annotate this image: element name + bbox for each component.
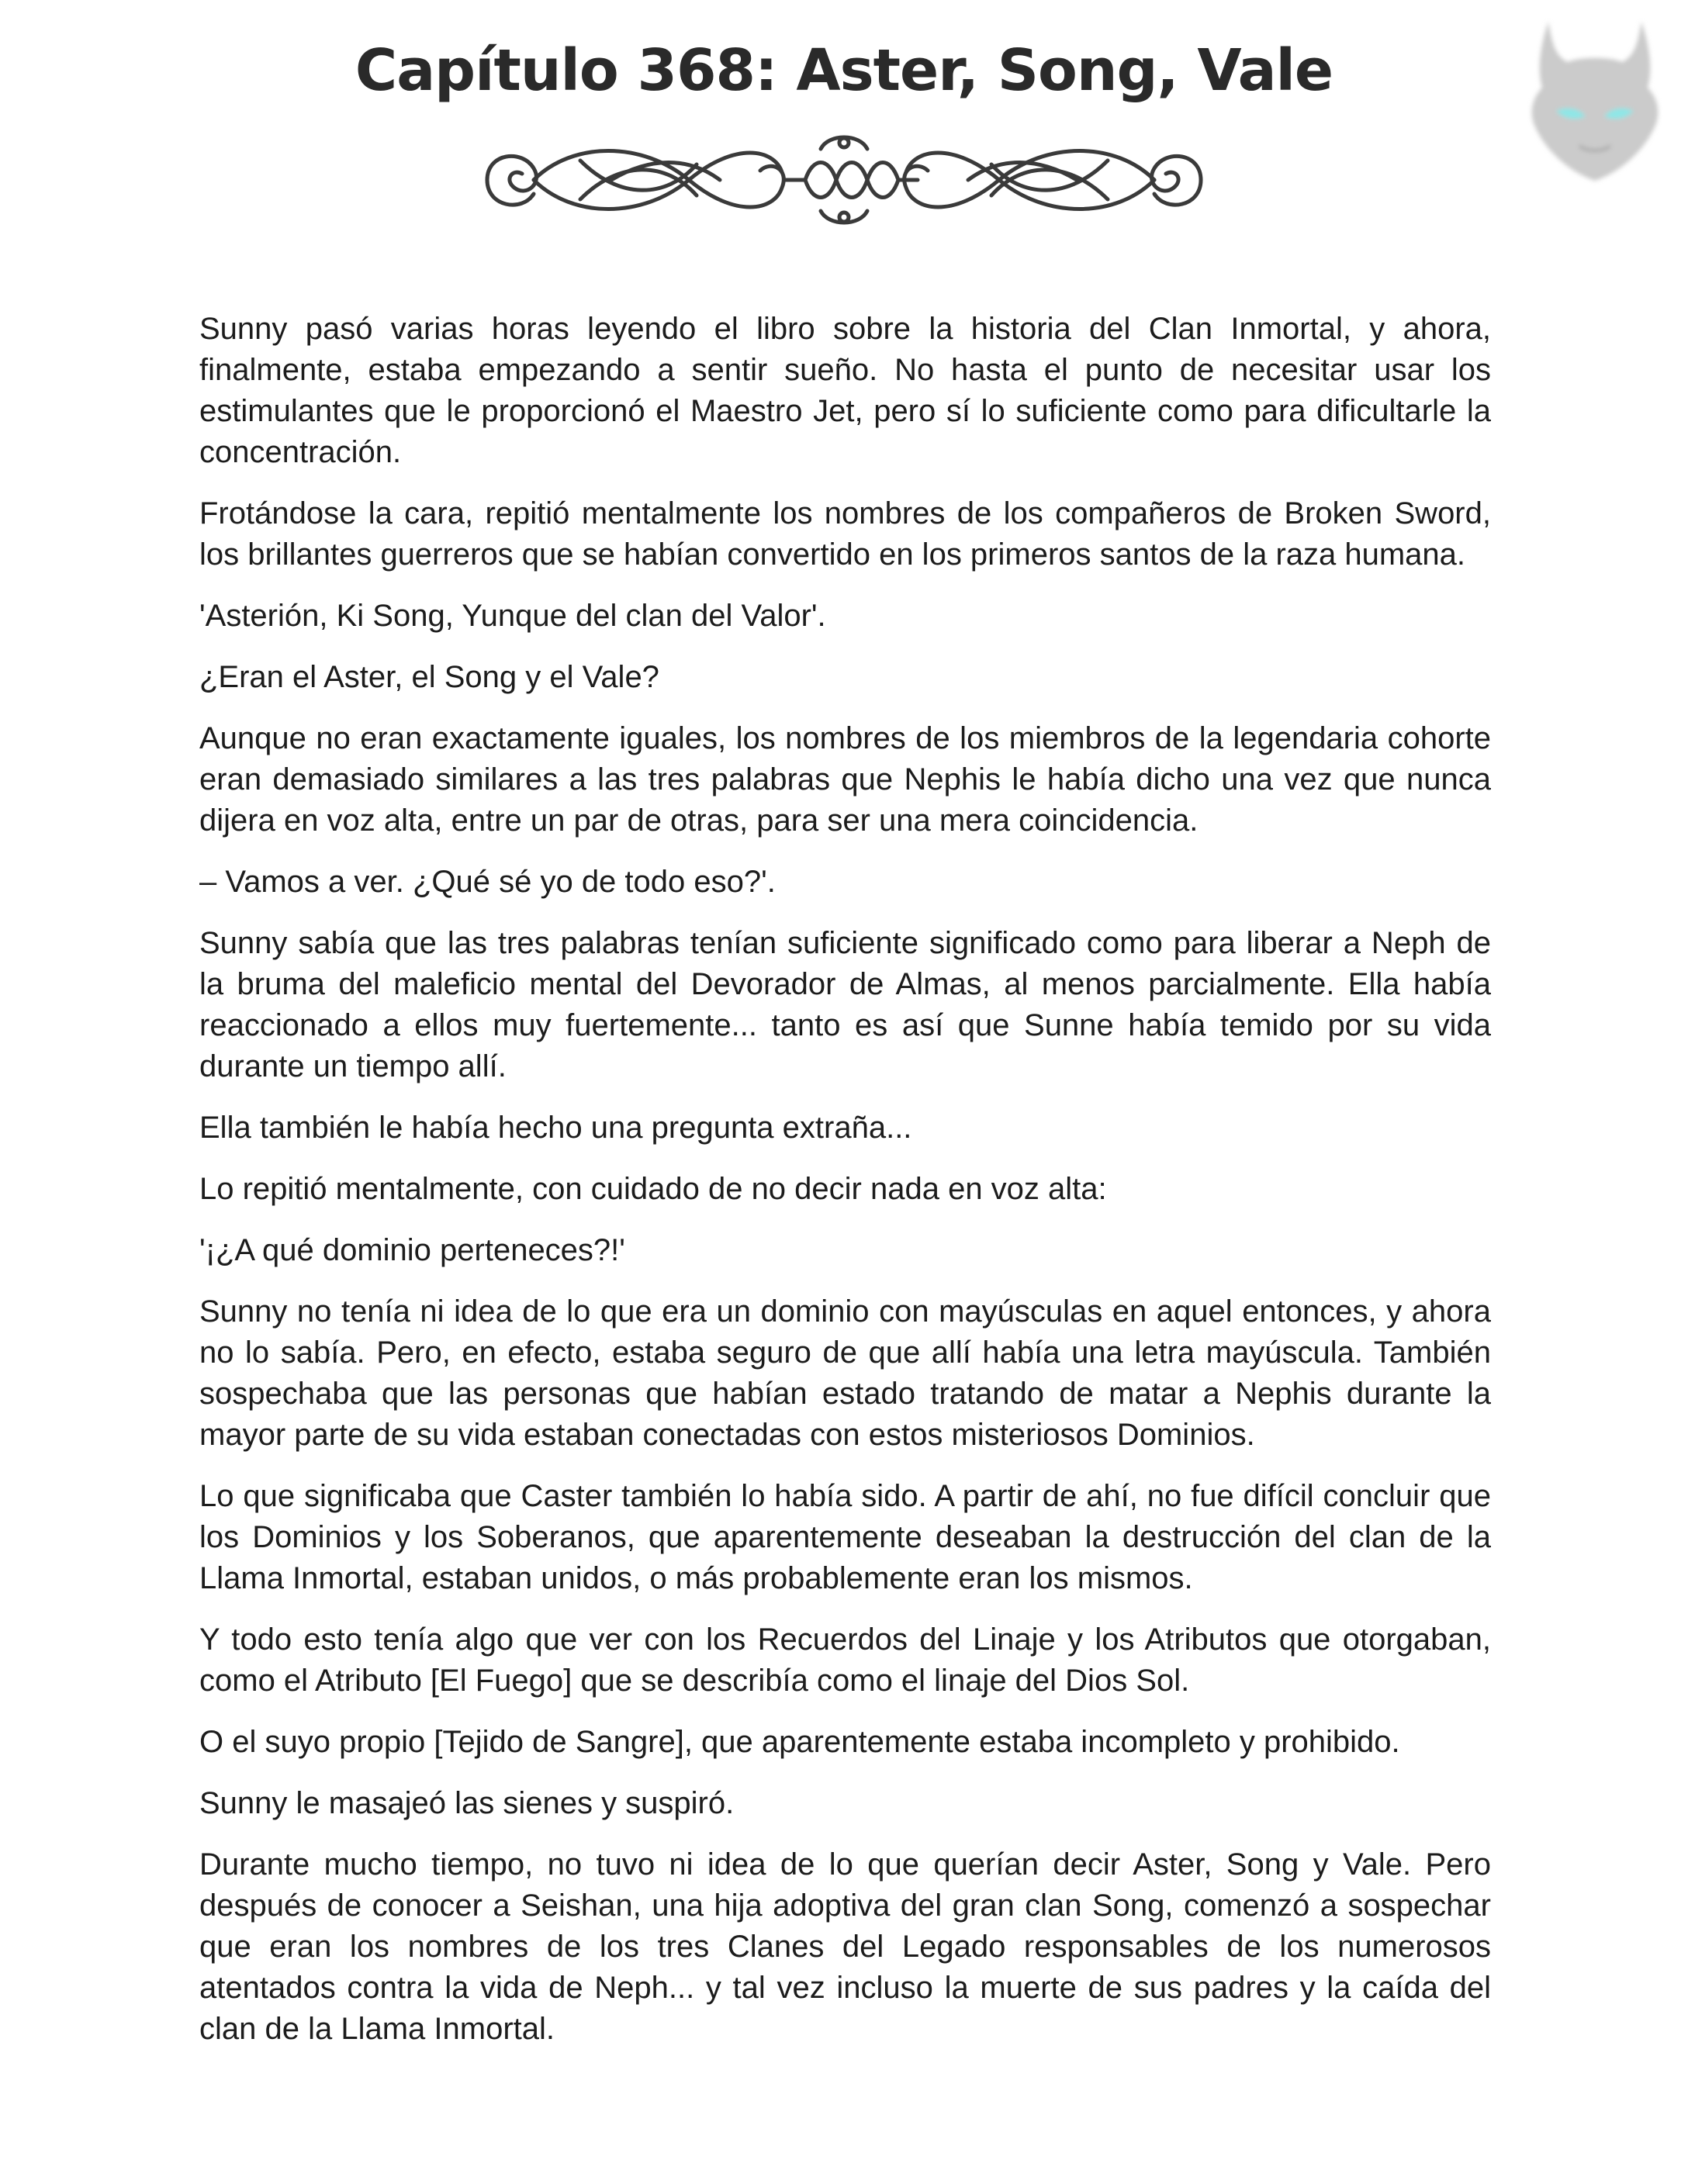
demon-head-icon (1525, 14, 1665, 192)
paragraph: ¿Eran el Aster, el Song y el Vale? (199, 660, 659, 694)
paragraph: Durante mucho tiempo, no tuvo ni idea de lo que querían decir Aster, Song y Vale. Pero después de conocer a Seishan, una hija adoptiva del gran clan Song, comenzó a sospechar que eran los nombres de los tres Clanes del Legado responsables de los numerosos atentados contra la vida de Neph... y tal vez incluso la muerte de sus padres y la caída del clan de la Llama Inmortal. (199, 1847, 1491, 2046)
paragraph: Ella también le había hecho una pregunta extraña... (199, 1111, 912, 1145)
paragraph: Lo repitió mentalmente, con cuidado de no decir nada en voz alta: (199, 1172, 1107, 1206)
paragraph: Y todo esto tenía algo que ver con los Recuerdos del Linaje y los Atributos que otorgaban, como el Atributo [El Fuego] que se describía como el linaje del Dios Sol. (199, 1622, 1491, 1698)
paragraph: O el suyo propio [Tejido de Sangre], que aparentemente estaba incompleto y prohibido. (199, 1725, 1400, 1759)
paragraph: Sunny le masajeó las sienes y suspiró. (199, 1786, 735, 1820)
paragraph: Sunny sabía que las tres palabras tenían suficiente significado como para liberar a Neph de la bruma del maleficio mental del Devorador de Almas, al menos parcialmente. Ella había reaccionado a ellos muy fuertemente... tanto es así que Sunne había temido por su vida durante un tiempo allí. (199, 926, 1491, 1083)
paragraph: Sunny no tenía ni idea de lo que era un dominio con mayúsculas en aquel entonces, y ahora no lo sabía. Pero, en efecto, estaba seguro de que allí había una letra mayúscula. También sospechaba que las personas que habían estado tratando de matar a Nephis durante la mayor parte de su vida estaban conectadas con estos misteriosos Dominios. (199, 1294, 1491, 1452)
paragraph: Lo que significaba que Caster también lo había sido. A partir de ahí, no fue difícil concluir que los Dominios y los Soberanos, que aparentemente deseaban la destrucción del clan de la Llama Inmortal, estaban unidos, o más probablemente eran los mismos. (199, 1479, 1491, 1595)
chapter-body (199, 309, 1491, 2070)
paragraph: 'Asterión, Ki Song, Yunque del clan del Valor'. (199, 599, 826, 633)
paragraph: '¡¿A qué dominio perteneces?!' (199, 1233, 625, 1267)
flourish-divider-icon (456, 126, 1232, 234)
paragraph: Frotándose la cara, repitió mentalmente los nombres de los compañeros de Broken Sword, los brillantes guerreros que se habían convertido en los primeros santos de la raza humana. (199, 496, 1491, 572)
paragraph: Aunque no eran exactamente iguales, los nombres de los miembros de la legendaria cohorte eran demasiado similares a las tres palabras que Nephis le había dicho una vez que nunca dijera en voz alta, entre un par de otras, para ser una mera coincidencia. (199, 721, 1491, 838)
chapter-title: Capítulo 368: Aster, Song, Vale (355, 37, 1333, 104)
paragraph: Sunny pasó varias horas leyendo el libro sobre la historia del Clan Inmortal, y ahora, finalmente, estaba empezando a sentir sueño. No hasta el punto de necesitar usar los estimulantes que le proporcionó el Maestro Jet, pero sí lo suficiente como para dificultarle la concentración. (199, 312, 1491, 469)
paragraph: – Vamos a ver. ¿Qué sé yo de todo eso?'. (199, 865, 776, 899)
